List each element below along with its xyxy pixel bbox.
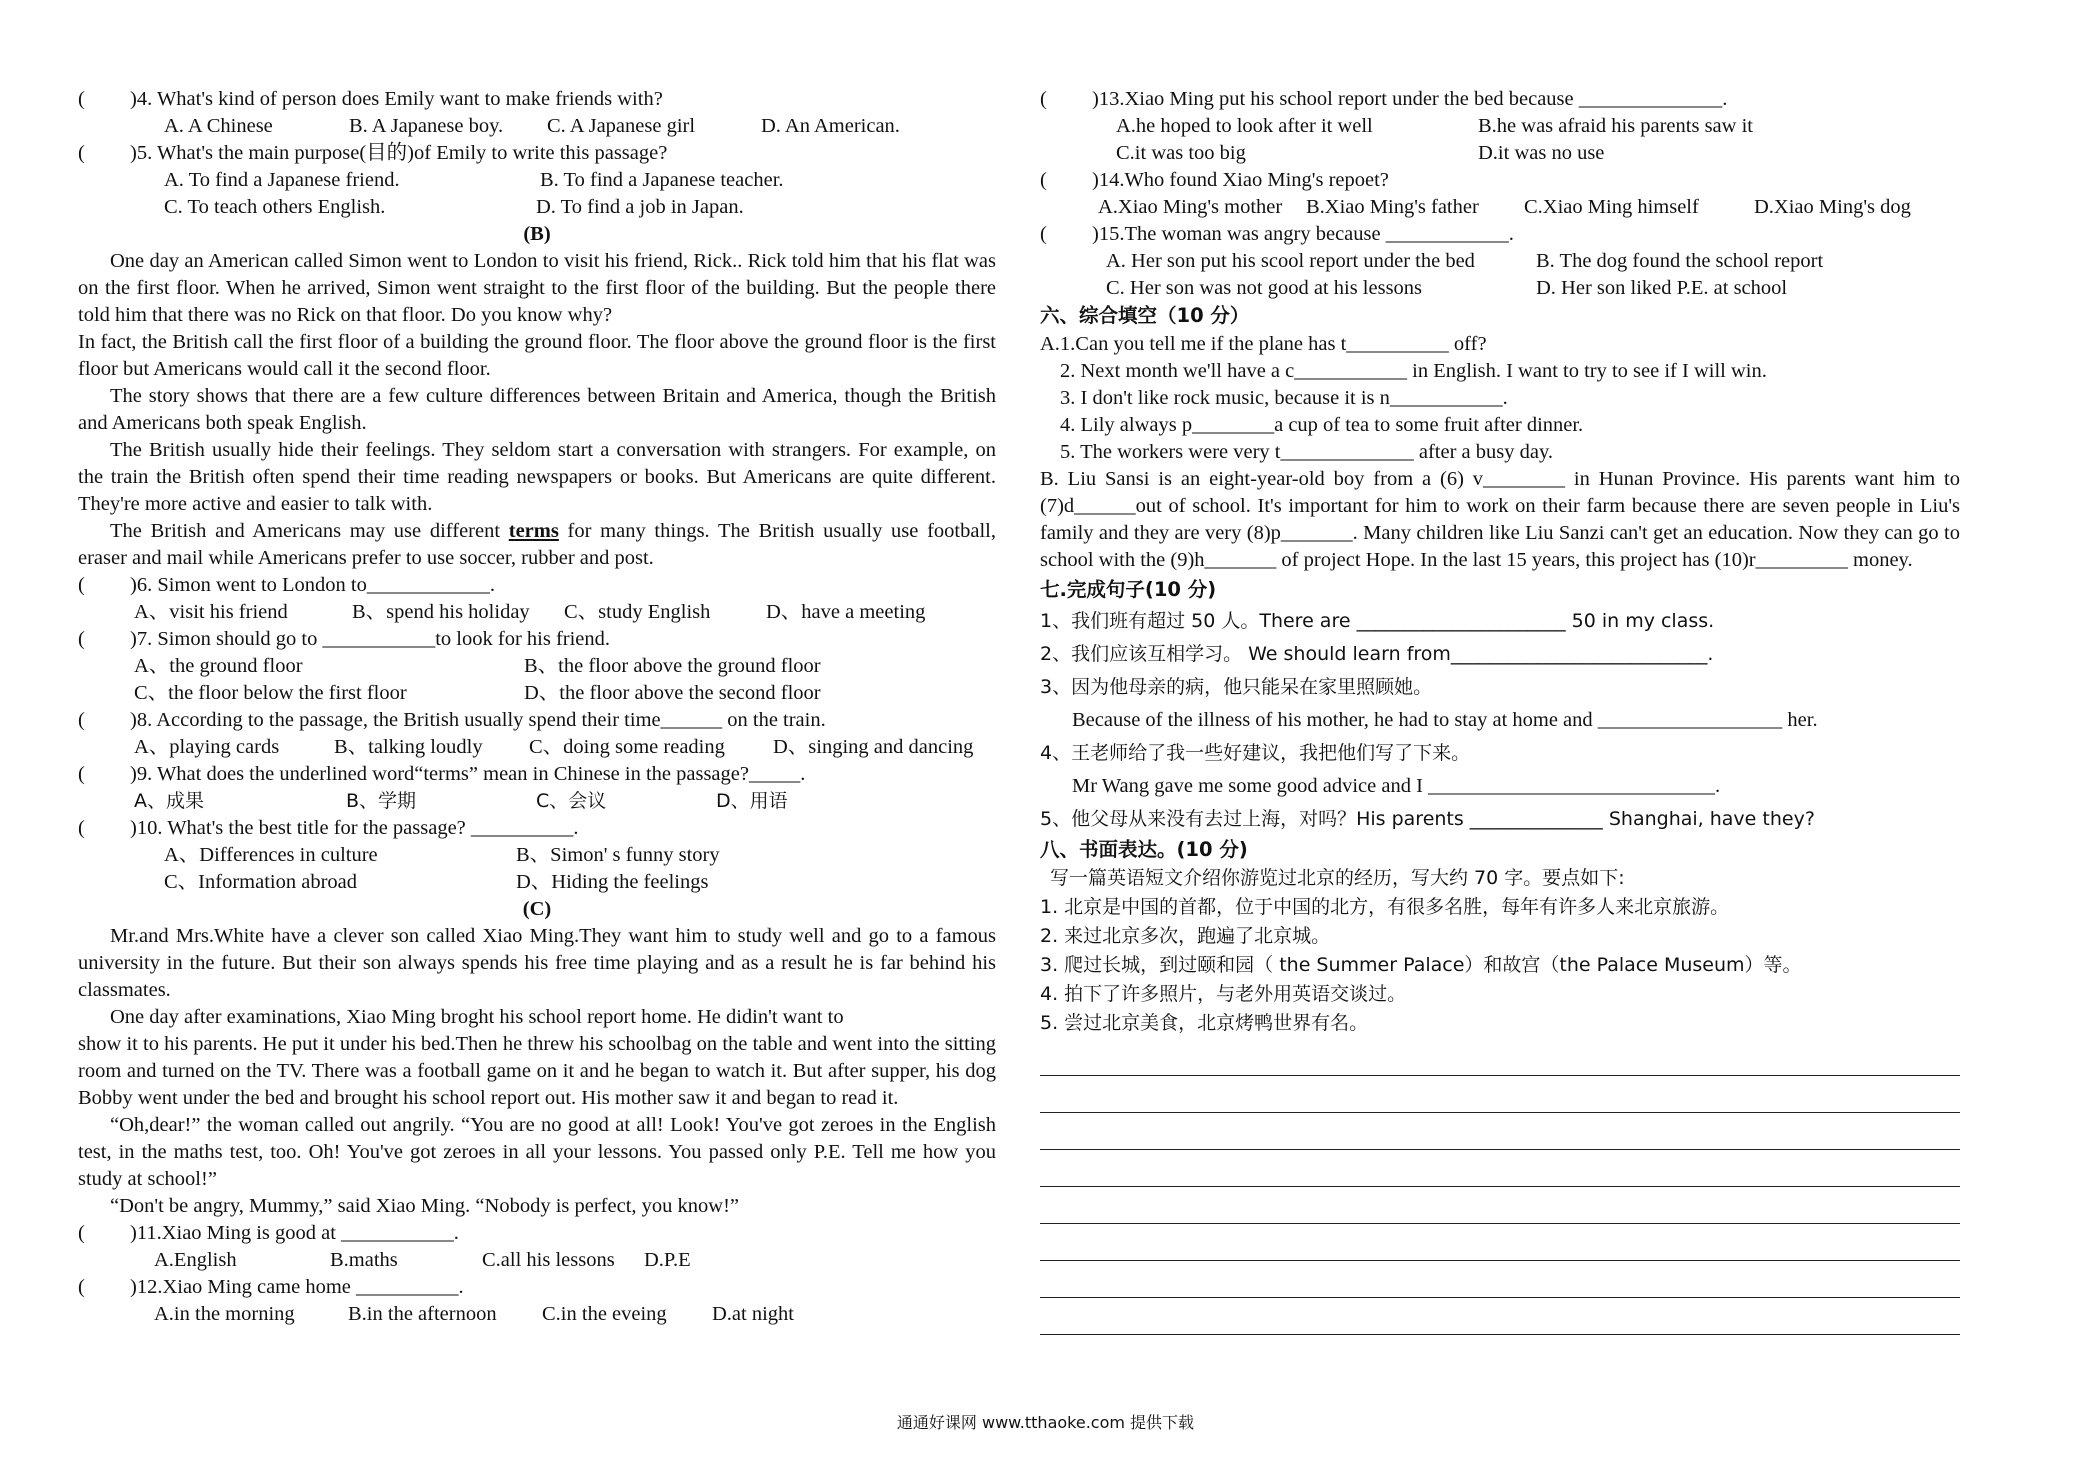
question-stem: )5. What's the main purpose(目的)of Emily to write this passage?: [130, 142, 668, 164]
option: D、用语: [716, 790, 788, 812]
question-15: [1040, 221, 1960, 248]
option: D、singing and dancing: [773, 736, 974, 758]
options-5b: [78, 194, 996, 221]
options-14: [1040, 194, 1960, 221]
option: A、成果: [134, 790, 204, 812]
passage-b-p5: [78, 518, 996, 572]
options-15: [1040, 248, 1960, 275]
option: D. An American.: [761, 115, 900, 137]
writing-line[interactable]: [1040, 1039, 1960, 1076]
question-7: [78, 626, 996, 653]
option: D、the floor above the second floor: [524, 682, 821, 704]
option: C. Her son was not good at his lessons: [1106, 277, 1423, 299]
writing-line[interactable]: [1040, 1187, 1960, 1224]
question-stem: )15.The woman was angry because ____________.: [1092, 223, 1514, 245]
question-4: [78, 86, 996, 113]
question-12: [78, 1274, 996, 1301]
option: A、Differences in culture: [164, 844, 378, 866]
passage-b-p4: The British usually hide their feelings. They seldom start a conversation with strangers. For example, on the train the British often spend their time reading newspapers or books. But Americans are quite different. They're more active and easier to talk with.: [78, 439, 996, 515]
text-run: The British and Americans may use different: [110, 520, 509, 542]
text-run: for many things. The British usually use football, eraser and mail while Americans prefer to use soccer, rubber and post.: [78, 520, 996, 569]
passage-b-p2: In fact, the British call the first floor of a building the ground floor. The floor above the ground floor is the first floor but Americans would call it the second floor.: [78, 331, 996, 380]
passage-b-p1: One day an American called Simon went to London to visit his friend, Rick.. Rick told him that his flat was on the first floor. When he arrived, Simon went straight to the first floor of the building. But the people there told him that there was no Rick on that floor. Do you know why?: [78, 250, 996, 326]
writing-point-2: 2. 来过北京多次，跑遍了北京城。: [1040, 925, 1331, 947]
writing-line[interactable]: [1040, 1298, 1960, 1335]
question-stem: )9. What does the underlined word“terms” mean in Chinese in the passage?_____.: [130, 763, 806, 785]
question-stem: )8. According to the passage, the British usually spend their time______ on the train.: [130, 709, 826, 731]
question-stem: )12.Xiao Ming came home __________.: [130, 1276, 464, 1298]
options-12: [78, 1301, 996, 1328]
left-column: [78, 86, 996, 1328]
sentence-4: 4、王老师给了我一些好建议，我把他们写了下来。: [1040, 742, 1471, 764]
passage-fill-b: B. Liu Sansi is an eight-year-old boy from a (6) v________ in Hunan Province. His parents want him to (7)d______out of school. It's important for him to work on their farm because there are seven people in Liu's family and they are very (8)p_______. Many children like Liu Sanzi can't get an education. Now they can go to school with the (9)h_______ of project Hope. In the last 15 years, this project has (10)r_________ money.: [1040, 468, 1960, 571]
passage-c-p1: Mr.and Mrs.White have a clever son called Xiao Ming.They want him to study well and go to a famous university in the future. But their son always spends his free time playing and as a result he is far behind his classmates.: [78, 925, 996, 1001]
option: D. To find a job in Japan.: [536, 196, 744, 218]
options-6: [78, 599, 996, 626]
answer-paren[interactable]: (: [78, 628, 85, 650]
passage-c-p4: “Don't be angry, Mummy,” said Xiao Ming. “Nobody is perfect, you know!”: [110, 1195, 739, 1217]
option: C.in the eveing: [542, 1303, 667, 1325]
question-stem: )11.Xiao Ming is good at ___________.: [130, 1222, 459, 1244]
question-5: [78, 140, 996, 167]
answer-paren[interactable]: (: [1040, 169, 1047, 191]
option: D. Her son liked P.E. at school: [1536, 277, 1788, 299]
option: B.he was afraid his parents saw it: [1478, 115, 1753, 137]
section-6-title: 六、综合填空（10 分）: [1040, 304, 1250, 327]
option: C. A Japanese girl: [547, 115, 696, 137]
option: B.maths: [330, 1249, 398, 1271]
answer-paren[interactable]: (: [1040, 223, 1047, 245]
options-11: [78, 1247, 996, 1274]
answer-paren[interactable]: (: [78, 817, 85, 839]
option: C、study English: [564, 601, 711, 623]
question-10: [78, 815, 996, 842]
options-8: [78, 734, 996, 761]
option: A、visit his friend: [134, 601, 288, 623]
option: C.all his lessons: [482, 1249, 615, 1271]
option: A.he hoped to look after it well: [1116, 115, 1373, 137]
question-stem: )7. Simon should go to ___________to look for his friend.: [130, 628, 611, 650]
options-13b: [1040, 140, 1960, 167]
answer-paren[interactable]: (: [78, 763, 85, 785]
passage-c-p2: show it to his parents. He put it under his bed.Then he threw his schoolbag on the table and went into the sitting room and turned on the TV. There was a football game on it and he began to watch it. But after supper, his dog Bobby went under the bed and brought his school report out. His mother saw it and began to read it.: [78, 1033, 996, 1109]
question-6: [78, 572, 996, 599]
writing-line[interactable]: [1040, 1150, 1960, 1187]
answer-paren[interactable]: (: [78, 142, 85, 164]
option: B. To find a Japanese teacher.: [540, 169, 784, 191]
option: D、have a meeting: [766, 601, 926, 623]
option: D、Hiding the feelings: [516, 871, 709, 893]
option: B、spend his holiday: [352, 601, 530, 623]
fill-item-3: 3. I don't like rock music, because it is n___________.: [1060, 387, 1508, 409]
option: C、the floor below the first floor: [134, 682, 407, 704]
writing-line[interactable]: [1040, 1224, 1960, 1261]
option: C、会议: [536, 790, 607, 812]
writing-line[interactable]: [1040, 1113, 1960, 1150]
option: A.Xiao Ming's mother: [1098, 196, 1283, 218]
option: A、playing cards: [134, 736, 280, 758]
option: D.at night: [712, 1303, 794, 1325]
writing-point-1: 1. 北京是中国的首都，位于中国的北方，有很多名胜，每年有许多人来北京旅游。: [1040, 896, 1730, 918]
options-7b: [78, 680, 996, 707]
option: A、the ground floor: [134, 655, 303, 677]
section-7-title: 七.完成句子(10 分): [1040, 578, 1217, 601]
options-15b: [1040, 275, 1960, 302]
writing-point-3: 3. 爬过长城，到过颐和园（ the Summer Palace）和故宫（the Palace Museum）等。: [1040, 954, 1802, 976]
option: A. To find a Japanese friend.: [164, 169, 400, 191]
option: B.in the afternoon: [348, 1303, 497, 1325]
question-stem: )13.Xiao Ming put his school report under the bed because ______________.: [1092, 88, 1728, 110]
options-13: [1040, 113, 1960, 140]
answer-paren[interactable]: (: [78, 88, 85, 110]
option: C、Information abroad: [164, 871, 357, 893]
passage-b-p3: The story shows that there are a few culture differences between Britain and America, though the British and Americans both speak English.: [78, 385, 996, 434]
question-9: [78, 761, 996, 788]
option: C.Xiao Ming himself: [1524, 196, 1699, 218]
option: D.Xiao Ming's dog: [1754, 196, 1911, 218]
option: B、the floor above the ground floor: [524, 655, 821, 677]
passage-c-p2-first-line: One day after examinations, Xiao Ming broght his school report home. He didin't want to: [110, 1006, 844, 1028]
option: D.it was no use: [1478, 142, 1605, 164]
option: C. To teach others English.: [164, 196, 386, 218]
question-stem: )10. What's the best title for the passage? __________.: [130, 817, 579, 839]
section-8-title: 八、书面表达。(10 分): [1040, 838, 1248, 861]
question-stem: )4. What's kind of person does Emily want to make friends with?: [130, 88, 663, 110]
sentence-1: 1、我们班有超过 50 人。There are ______________________ 50 in my class.: [1040, 610, 1715, 632]
fill-item-5: 5. The workers were very t_____________ after a busy day.: [1060, 441, 1554, 463]
sentence-3: 3、因为他母亲的病，他只能呆在家里照顾她。: [1040, 676, 1433, 698]
sentence-3-en: Because of the illness of his mother, he had to stay at home and __________________ her.: [1072, 709, 1818, 731]
options-4: [78, 113, 996, 140]
option: B.Xiao Ming's father: [1306, 196, 1479, 218]
options-7: [78, 653, 996, 680]
options-10: [78, 842, 996, 869]
options-9: [78, 788, 996, 815]
fill-item-1: A.1.Can you tell me if the plane has t__________ off?: [1040, 333, 1487, 355]
answer-paren[interactable]: (: [78, 709, 85, 731]
fill-item-4: 4. Lily always p________a cup of tea to some fruit after dinner.: [1060, 414, 1584, 436]
sentence-5: 5、他父母从来没有去过上海，对吗？His parents ______________ Shanghai, have they?: [1040, 808, 1815, 830]
option: A. Her son put his scool report under the bed: [1106, 250, 1475, 272]
page-footer: 通通好课网 www.tthaoke.com 提供下载: [896, 1413, 1195, 1432]
writing-prompt: 写一篇英语短文介绍你游览过北京的经历，写大约 70 字。要点如下:: [1050, 867, 1625, 889]
option: B. A Japanese boy.: [349, 115, 504, 137]
answer-paren[interactable]: (: [78, 1276, 85, 1298]
question-11: [78, 1220, 996, 1247]
options-10b: [78, 869, 996, 896]
right-column: [1040, 86, 1960, 1335]
question-8: [78, 707, 996, 734]
option: D.P.E: [644, 1249, 691, 1271]
options-5: [78, 167, 996, 194]
sentence-2: 2、我们应该互相学习。 We should learn from___________________________.: [1040, 643, 1714, 665]
section-b-heading: (B): [523, 223, 551, 245]
option: C.it was too big: [1116, 142, 1246, 164]
option: C、doing some reading: [529, 736, 725, 758]
question-stem: )6. Simon went to London to____________.: [130, 574, 496, 596]
option: B、Simon' s funny story: [516, 844, 720, 866]
answer-paren[interactable]: (: [78, 1222, 85, 1244]
option: A. A Chinese: [164, 115, 273, 137]
writing-line[interactable]: [1040, 1076, 1960, 1113]
fill-item-2: 2. Next month we'll have a c___________ in English. I want to try to see if I will win.: [1060, 360, 1767, 382]
writing-area[interactable]: [1040, 1039, 1960, 1335]
option: B. The dog found the school report: [1536, 250, 1824, 272]
question-stem: )14.Who found Xiao Ming's repoet?: [1092, 169, 1389, 191]
passage-c-p3: “Oh,dear!” the woman called out angrily. “You are no good at all! Look! You've got zeroes in the English test, in the maths test, too. Oh! You've got zeroes in all your lessons. You passed only P.E. Tell me how you study at school!”: [78, 1114, 996, 1190]
option: B、talking loudly: [334, 736, 483, 758]
question-13: [1040, 86, 1960, 113]
answer-paren[interactable]: (: [1040, 88, 1047, 110]
sentence-4-en: Mr Wang gave me some good advice and I ____________________________.: [1072, 775, 1721, 797]
underlined-term: terms: [508, 520, 559, 542]
fill-a-line: [1040, 331, 1960, 358]
writing-line[interactable]: [1040, 1261, 1960, 1298]
question-14: [1040, 167, 1960, 194]
answer-paren[interactable]: (: [78, 574, 85, 596]
writing-point-5: 5. 尝过北京美食，北京烤鸭世界有名。: [1040, 1012, 1369, 1034]
option: A.English: [154, 1249, 237, 1271]
option: A.in the morning: [154, 1303, 295, 1325]
writing-point-4: 4. 拍下了许多照片，与老外用英语交谈过。: [1040, 983, 1407, 1005]
option: B、学期: [346, 790, 417, 812]
section-c-heading: (C): [522, 898, 552, 920]
